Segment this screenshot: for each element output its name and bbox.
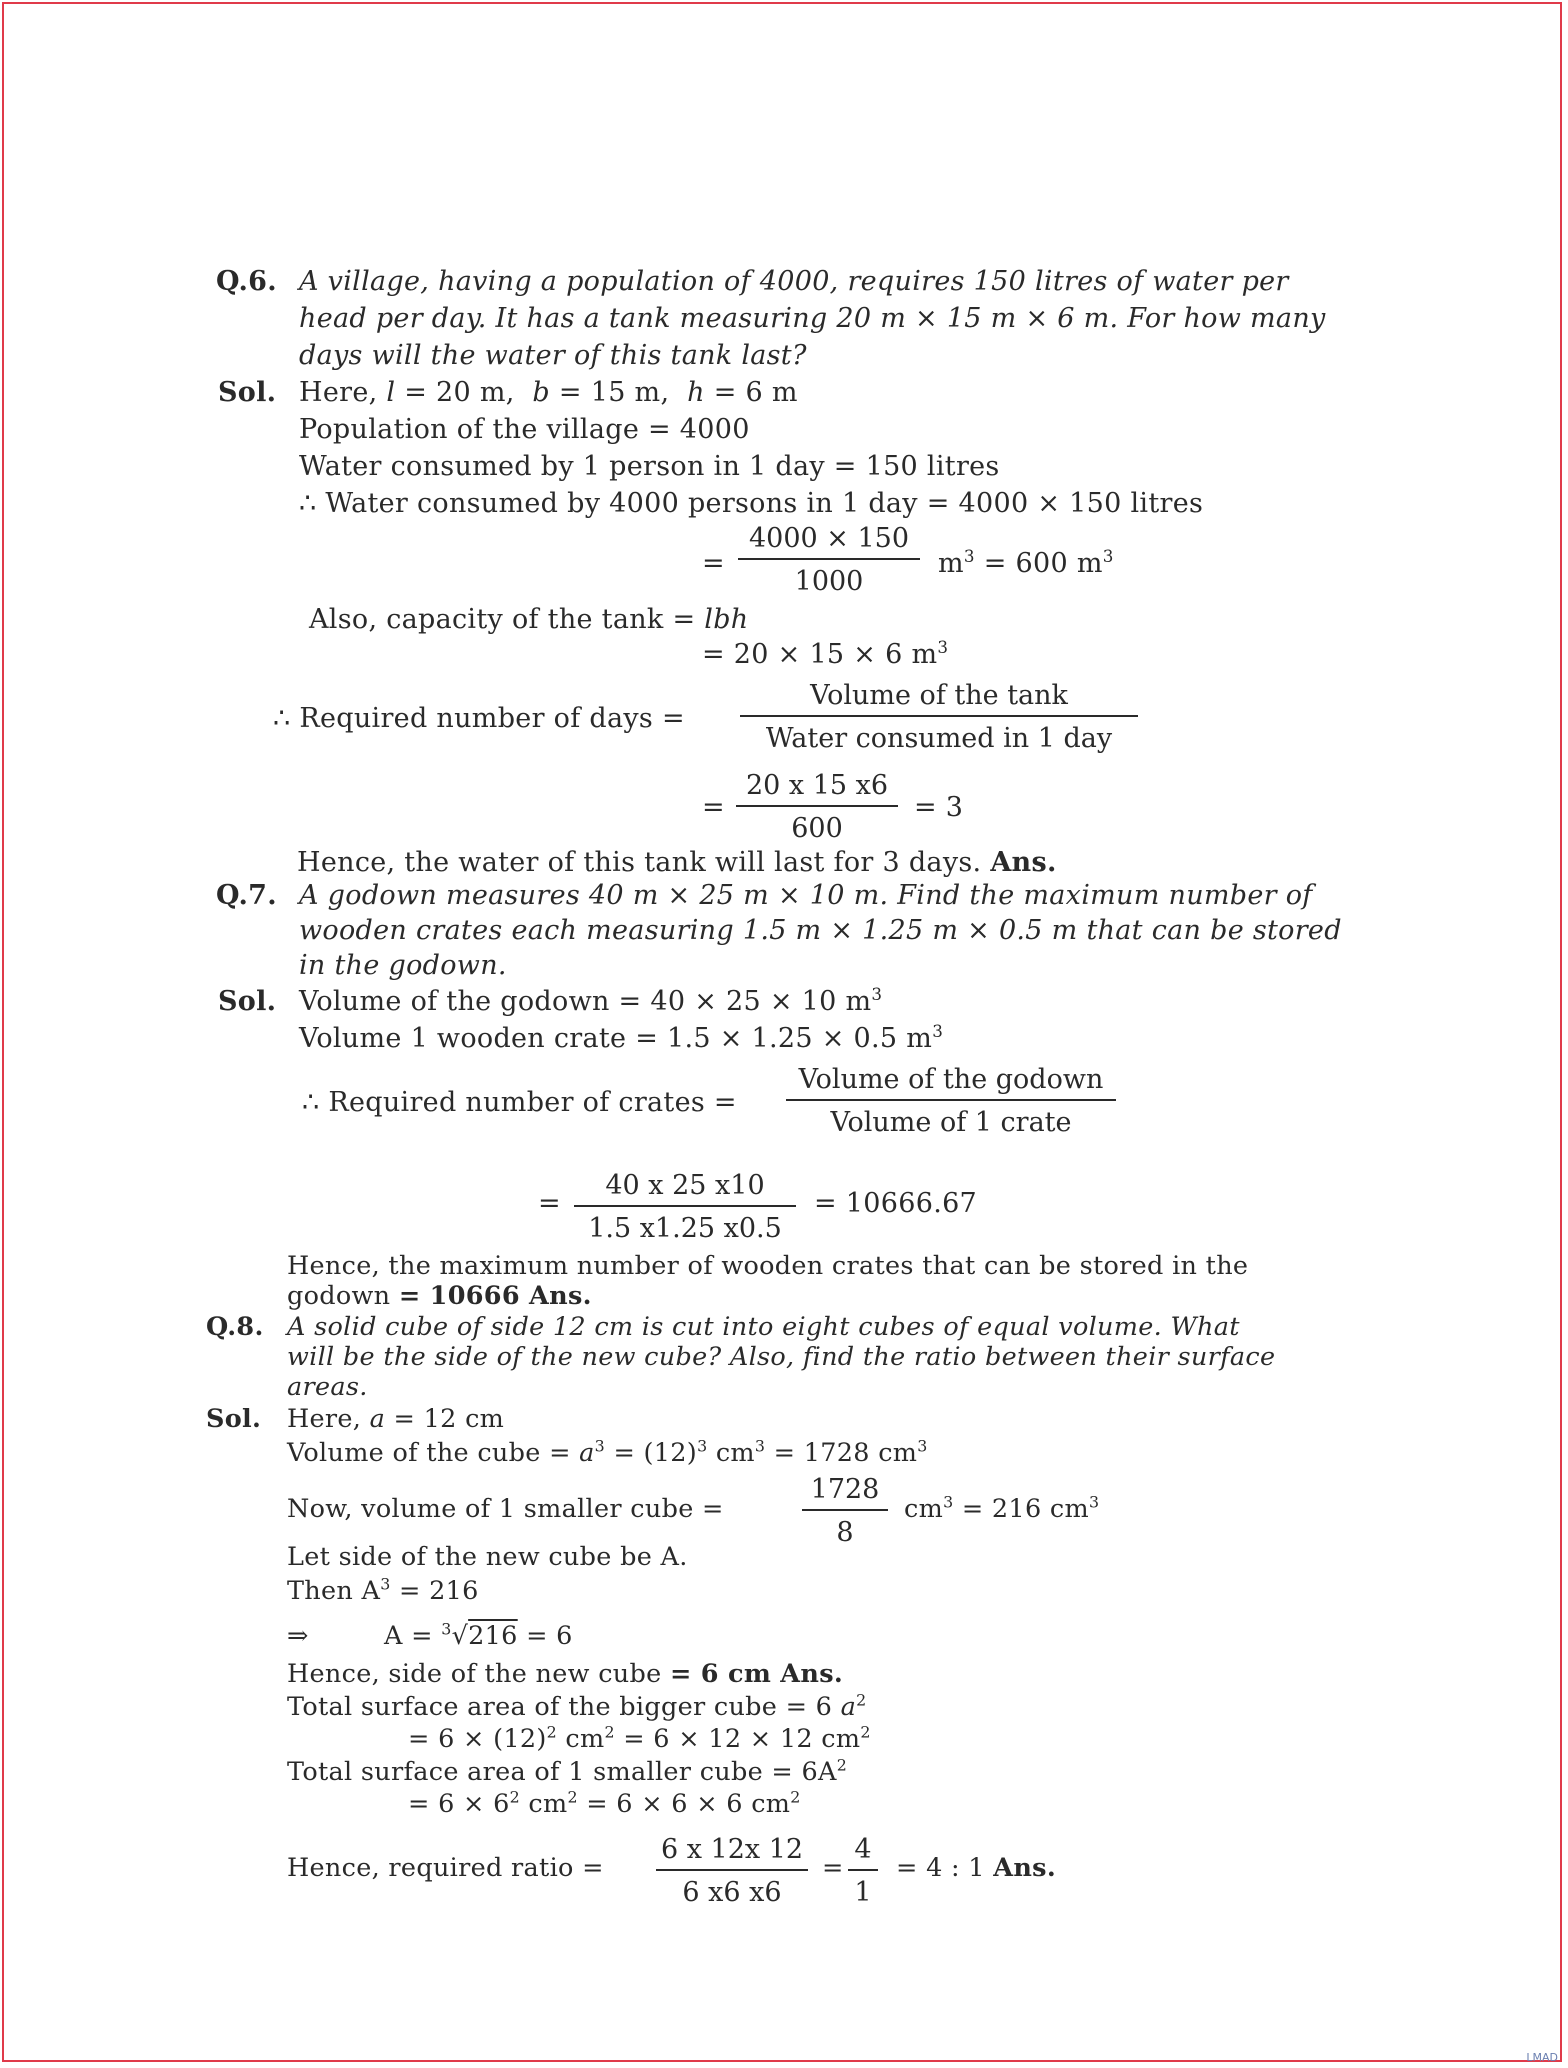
q6-tank-volume: = 20 × 15 × 6 $m^3$ bbox=[702, 636, 949, 670]
q8-tsa-big-calc: = $6 \times (12)^2$ $cm^2 = 6 \times 12 \times 12$ $cm^2$ bbox=[408, 1722, 871, 1754]
q7-question-line-3: in the godown. bbox=[299, 950, 507, 981]
q6-result-600: $m^3 = 600$ $m^3$ bbox=[938, 545, 1114, 579]
q8-fraction-2: 6 x 12x 12 6 x6 x6 bbox=[656, 1836, 808, 1906]
q8-ratio-result: = 4 : 1 Ans. bbox=[896, 1853, 1056, 1883]
q8-question-line-3: areas. bbox=[287, 1372, 368, 1402]
q8-small-volume: Now, volume of 1 smaller cube = bbox=[287, 1494, 724, 1524]
q7-volume-crate: Volume 1 wooden crate = 1.5 × 1.25 × 0.5 $m^3$ bbox=[299, 1020, 944, 1054]
q8-cube-root: A = $^3$√216 = 6 bbox=[384, 1619, 573, 1651]
q8-implies-icon: ⇒ bbox=[287, 1621, 309, 1651]
q6-water-all: ∴ Water consumed by 4000 persons in 1 day = 4000 × 150 litres bbox=[299, 488, 1204, 519]
q6-question-line-1: A village, having a population of 4000, requires 150 litres of water per bbox=[299, 266, 1289, 297]
q6-fraction-2: Volume of the tank Water consumed in 1 day bbox=[740, 682, 1138, 752]
q7-label: Q.7. bbox=[216, 880, 277, 911]
q6-label: Q.6. bbox=[216, 266, 277, 297]
q7-question-line-2: wooden crates each measuring 1.5 m × 1.25 m × 0.5 m that can be stored bbox=[299, 915, 1342, 946]
q8-let-side: Let side of the new cube be A. bbox=[287, 1542, 688, 1572]
q8-tsa-small: Total surface area of 1 smaller cube = $6A^2$ bbox=[287, 1755, 848, 1787]
q7-eq: = bbox=[538, 1188, 561, 1219]
q7-hence-line-2: godown = 10666 Ans. bbox=[287, 1281, 592, 1311]
q8-ratio-label: Hence, required ratio = bbox=[287, 1853, 604, 1883]
q6-water-one: Water consumed by 1 person in 1 day = 150 litres bbox=[299, 451, 1000, 482]
q6-given: Here, l = 20 m, b = 15 m, h = 6 m bbox=[299, 377, 798, 408]
q6-population: Population of the village = 4000 bbox=[299, 414, 750, 445]
q6-capacity: Also, capacity of the tank = lbh bbox=[309, 604, 749, 635]
footer-logo: LMAD bbox=[1526, 2051, 1558, 2064]
q8-question-line-1: A solid cube of side 12 cm is cut into eight cubes of equal volume. What bbox=[287, 1312, 1240, 1342]
q7-required-crates: ∴ Required number of crates = bbox=[302, 1087, 737, 1118]
q8-hence-side: Hence, side of the new cube = 6 cm Ans. bbox=[287, 1659, 844, 1689]
q8-ratio-eq: = bbox=[822, 1853, 844, 1883]
q6-result-3: = 3 bbox=[914, 792, 964, 823]
q8-fraction-1: 1728 8 bbox=[802, 1476, 888, 1546]
q6-fraction-1: 4000 × 150 1000 bbox=[738, 525, 920, 595]
q8-label: Q.8. bbox=[206, 1312, 264, 1342]
q7-hence-line-1: Hence, the maximum number of wooden crates that can be stored in the bbox=[287, 1251, 1249, 1281]
q8-tsa-small-calc: = $6 \times 6^2$ $cm^2 = 6 \times 6 \times 6$ $cm^2$ bbox=[408, 1787, 801, 1819]
q8-question-line-2: will be the side of the new cube? Also, find the ratio between their surface bbox=[287, 1342, 1276, 1372]
q7-fraction-2: 40 x 25 x10 1.5 x1.25 x0.5 bbox=[574, 1172, 796, 1242]
q6-eq-2: = bbox=[702, 792, 725, 823]
q7-sol-label: Sol. bbox=[218, 986, 277, 1017]
q7-volume-godown: Volume of the godown = 40 × 25 × 10 $m^3$ bbox=[299, 983, 883, 1017]
q6-question-line-2: head per day. It has a tank measuring 20 m × 15 m × 6 m. For how many bbox=[299, 303, 1326, 334]
q8-given: Here, a = 12 cm bbox=[287, 1404, 505, 1434]
q7-result: = 10666.67 bbox=[814, 1188, 978, 1219]
q8-fraction-3: 4 1 bbox=[848, 1836, 878, 1906]
q8-volume-cube: Volume of the cube = $a^3 = (12)^3$ $cm^3 = 1728$ $cm^3$ bbox=[287, 1436, 928, 1468]
q6-required-days: ∴ Required number of days = bbox=[273, 703, 685, 734]
q7-question-line-1: A godown measures 40 m × 25 m × 10 m. Find the maximum number of bbox=[299, 880, 1313, 911]
q6-question-line-3: days will the water of this tank last? bbox=[299, 340, 807, 371]
q6-hence: Hence, the water of this tank will last for 3 days. Ans. bbox=[297, 847, 1057, 878]
q8-tsa-big: Total surface area of the bigger cube = 6 $a^2$ bbox=[287, 1690, 867, 1722]
q6-sol-label: Sol. bbox=[218, 377, 277, 408]
q8-small-volume-result: $cm^3 = 216$ $cm^3$ bbox=[904, 1492, 1100, 1524]
q7-fraction-1: Volume of the godown Volume of 1 crate bbox=[786, 1066, 1116, 1136]
q6-fraction-3: 20 x 15 x6 600 bbox=[736, 772, 898, 842]
q6-eq-1: = bbox=[702, 548, 725, 579]
q8-then: Then $A^3 = 216$ bbox=[287, 1574, 479, 1606]
q8-sol-label: Sol. bbox=[206, 1404, 262, 1434]
